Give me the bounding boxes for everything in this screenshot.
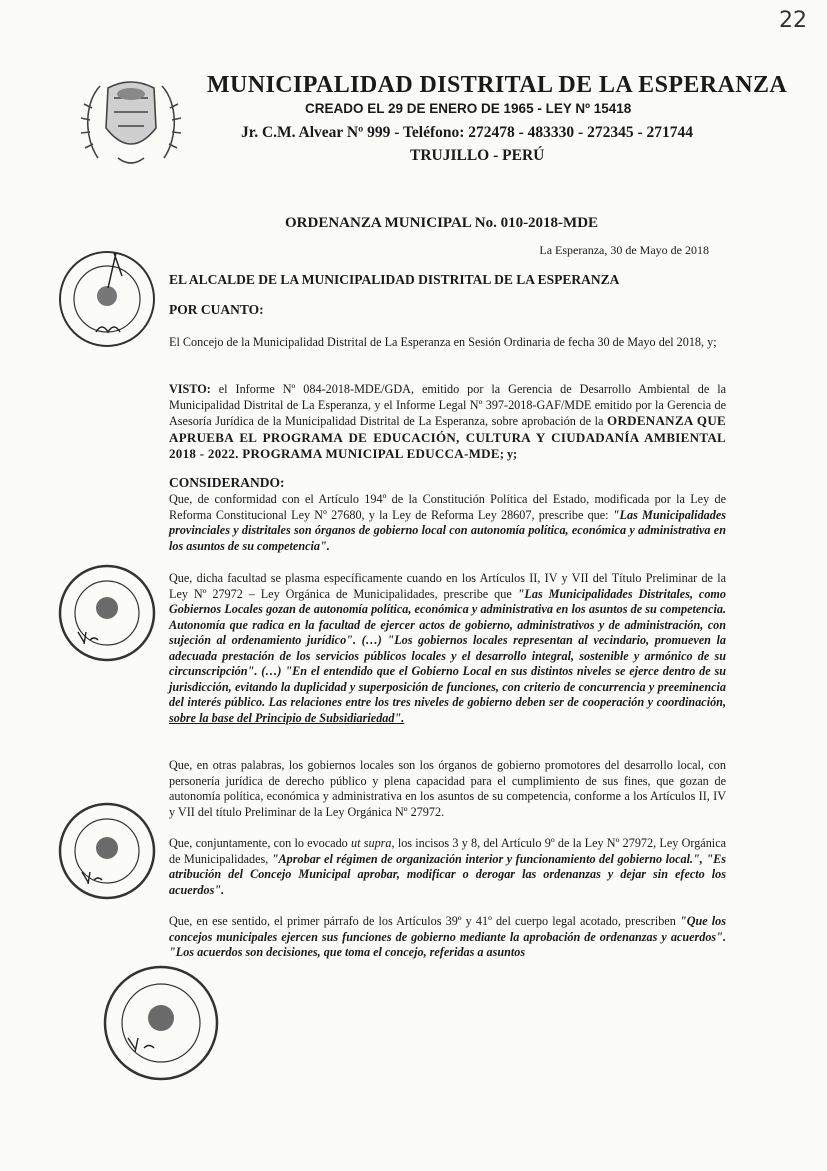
considerando-paragraph-3: Que, en otras palabras, los gobiernos locales son los órganos de gobierno promotores del desarrollo local, con personería jurídica de derecho público y plena capacidad para el cumplimiento de sus fines, que gozan de autonomía política, económica y administrativa en los asuntos de su competencia, conforme a los Artículos II, IV y VII del título Preliminar de la Ley Orgánica Nº 27972. (169, 758, 726, 819)
c4-quote: "Aprobar el régimen de organización interior y funcionamiento del gobierno local.", "Es atribución del Concejo Municipal aprobar, modificar o derogar las ordenanzas y dejar sin efecto los acuerdos". (169, 851, 726, 897)
header-creation-line: CREADO EL 29 DE ENERO DE 1965 - LEY Nº 15418 (305, 101, 632, 116)
c4-ut-supra: ut supra (351, 836, 392, 850)
visto-paragraph (169, 382, 726, 463)
general-secretary-seal-stamp (56, 800, 158, 902)
considerando-paragraph-1 (169, 492, 726, 554)
c1-quote: "Las Municipalidades provinciales y distritales son órganos de gobierno local con autonomía política, económica y administrativa en los asuntos de su competencia". (169, 507, 727, 553)
visto-text: el Informe Nº 084-2018-MDE/GDA, emitido por la Gerencia de Desarrollo Ambiental de la Municipalidad Distrital de La Esperanza, y el Informe Legal Nº 397-2018-GAF/MDE emitido por la Gerencia de Asesoría Jurídica de la Municipalidad Distrital de La Esperanza, sobre aprobación de la (169, 382, 726, 428)
header-city: TRUJILLO - PERÚ (410, 147, 545, 164)
considerando-paragraph-2 (169, 571, 726, 726)
considerando-paragraph-5 (169, 914, 726, 961)
mayor-heading: EL ALCALDE DE LA MUNICIPALIDAD DISTRITAL DE LA ESPERANZA (169, 272, 620, 287)
ordinance-title: ORDENANZA MUNICIPAL No. 010-2018-MDE (285, 215, 599, 231)
c5-text: Que, en ese sentido, el primer párrafo de los Artículos 39º y 41º del cuerpo legal acotado, prescriben (169, 914, 680, 928)
ordinance-name: ORDENANZA QUE APRUEBA EL PROGRAMA DE EDUCACIÓN, CULTURA Y CIUDADANÍA AMBIENTAL 2018 - 2022. PROGRAMA MUNICIPAL EDUCCA-MDE (169, 413, 726, 461)
c2-underlined: sobre la base del Principio de Subsidiariedad". (169, 710, 405, 725)
c5-quote: "Que los concejos municipales ejercen sus funciones de gobierno mediante la aprobación de ordenanzas y acuerdos". "Los acuerdos son decisiones, que toma el concejo, referidas a asuntos (169, 914, 727, 959)
por-cuanto-heading: POR CUANTO: (169, 302, 264, 317)
header-address: Jr. C.M. Alvear Nº 999 - Teléfono: 272478 - 483330 - 272345 - 271744 (241, 124, 694, 141)
coat-of-arms-logo (78, 68, 184, 174)
mayor-seal-stamp (100, 962, 222, 1084)
approval-seal-stamp (56, 248, 158, 350)
visto-tail: ; y; (499, 447, 518, 461)
council-paragraph: El Concejo de la Municipalidad Distrital de La Esperanza en Sesión Ordinaria de fecha 30 de Mayo del 2018, y; (169, 335, 717, 349)
considerando-paragraph-4 (169, 836, 726, 898)
c1-text: Que, de conformidad con el Artículo 194º de la Constitución Política del Estado, modificada por la Ley de Reforma Constitucional Ley Nº 27680, y la Ley de Reforma Ley 28607, prescribe que: (169, 492, 726, 522)
page-number: 22 (779, 8, 807, 33)
visto-label: VISTO: (169, 382, 211, 396)
considerando-heading: CONSIDERANDO: (169, 475, 285, 490)
c2-text: Que, dicha facultad se plasma específicamente cuando en los Artículos II, IV y VII del Título Preliminar de la Ley Nº 27972 – Ley Orgánica de Municipalidades, prescribe que (169, 571, 726, 601)
header-title: MUNICIPALIDAD DISTRITAL DE LA ESPERANZA (207, 72, 788, 98)
c2-quote: "Las Municipalidades Distritales, como Gobiernos Locales gozan de autonomía política, económica y administrativa en los asuntos de su competencia. Autonomía que radica en la facultad de ejercer actos de gobierno, administrativos y de administración, con sujeción al ordenamiento jurídico". (…) "Los gobiernos locales representan al vecindario, promueven la adecuada prestación de los servicios públicos locales y el desarrollo integral, sostenible y armónico de su circunscripción". (…) "En el entendido que el Gobierno Local en sus distintos niveles se ejerce dentro de su jurisdicción, evitando la duplicidad y superposición de funciones, con criterio de concurrencia y preeminencia del interés público. Las relaciones entre los tres niveles de gobierno deben ser de cooperación y coordinación, (169, 586, 726, 709)
document-date: La Esperanza, 30 de Mayo de 2018 (539, 243, 709, 257)
c4-text-b: , los incisos 3 y 8, del Artículo 9º de la Ley Nº 27972, Ley Orgánica de Municipalidades, (169, 836, 727, 866)
c4-text-a: Que, conjuntamente, con lo evocado (169, 836, 352, 850)
legal-advisory-seal-stamp (56, 562, 158, 664)
